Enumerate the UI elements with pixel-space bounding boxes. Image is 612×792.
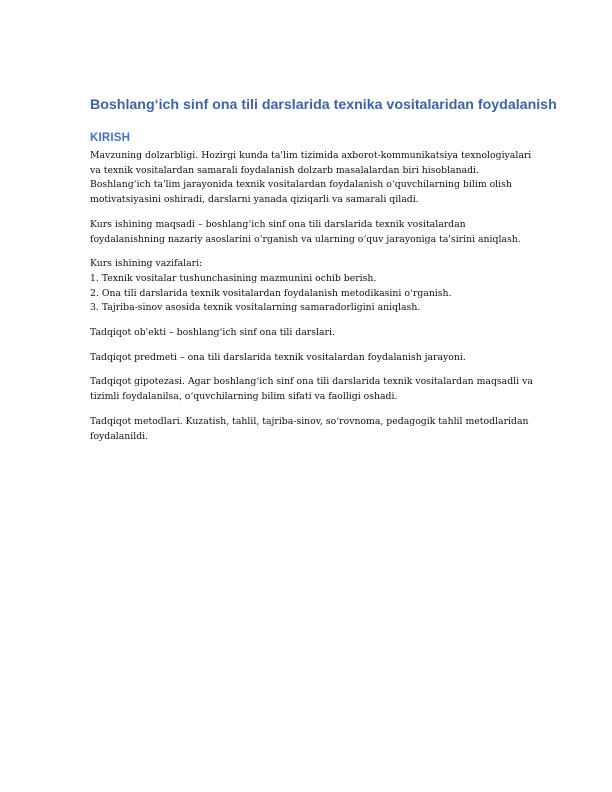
paragraph-line: foydalanildi. bbox=[90, 430, 149, 442]
section-heading-kirish: KIRISH bbox=[90, 132, 131, 144]
paragraph-line: Tadqiqot gipotezasi. Agar boshlang‘ich sinf ona tili darslarida texnik vositalardan maqsadli va bbox=[90, 376, 533, 388]
paragraph-line: Kurs ishining maqsadi – boshlang‘ich sinf ona tili darslarida texnik vositalardan bbox=[90, 218, 466, 230]
paragraph-line: tizimli foydalanilsa, o‘quvchilarning bilim sifati va faolligi oshadi. bbox=[90, 391, 398, 403]
paragraph-line: Mavzuning dolzarbligi. Hozirgi kunda ta'lim tizimida axborot-kommunikatsiya texnologiyalari bbox=[90, 150, 532, 161]
paragraph-relevance bbox=[90, 149, 530, 208]
paragraph-object bbox=[90, 326, 530, 341]
paragraph-line: Kurs ishining vazifalari: bbox=[90, 258, 203, 270]
paragraph-hypothesis bbox=[90, 375, 533, 404]
paragraph-line: motivatsiyasini oshiradi, darslarni yanada qiziqarli va samarali qiladi. bbox=[90, 194, 419, 206]
paragraph-methods bbox=[90, 415, 530, 444]
list-item: 3. Tajriba-sinov asosida texnik vositalarning samaradorligini aniqlash. bbox=[90, 302, 421, 314]
list-item: 1. Texnik vositalar tushunchasining mazmunini ochib berish. bbox=[90, 272, 377, 284]
paragraph-line: va texnik vositalardan samarali foydalanish dolzarb masalalardan biri hisoblanadi. bbox=[90, 164, 479, 176]
list-item: 2. Ona tili darslarida texnik vositalardan foydalanish metodikasini o‘rganish. bbox=[90, 287, 452, 299]
paragraph-line: foydalanishning nazariy asoslarini o‘rganish va ularning o‘quv jarayoniga ta'sirini aniqlash. bbox=[90, 233, 521, 245]
paragraph-line: Tadqiqot predmeti – ona tili darslarida texnik vositalardan foydalanish jarayoni. bbox=[90, 351, 466, 363]
document-page bbox=[90, 96, 557, 454]
document-title: Boshlang‘ich sinf ona tili darslarida texnika vositalaridan foydalanish bbox=[90, 97, 557, 113]
paragraph-goal bbox=[90, 218, 530, 247]
paragraph-subject bbox=[90, 351, 530, 366]
paragraph-line: Tadqiqot metodlari. Kuzatish, tahlil, tajriba-sinov, so‘rovnoma, pedagogik tahlil metodlaridan bbox=[90, 415, 529, 427]
paragraph-tasks bbox=[90, 257, 530, 316]
paragraph-line: Boshlang‘ich ta'lim jarayonida texnik vositalardan foydalanish o‘quvchilarning bilim olish bbox=[90, 179, 512, 191]
paragraph-line: Tadqiqot ob'ekti – boshlang‘ich sinf ona tili darslari. bbox=[90, 327, 335, 339]
